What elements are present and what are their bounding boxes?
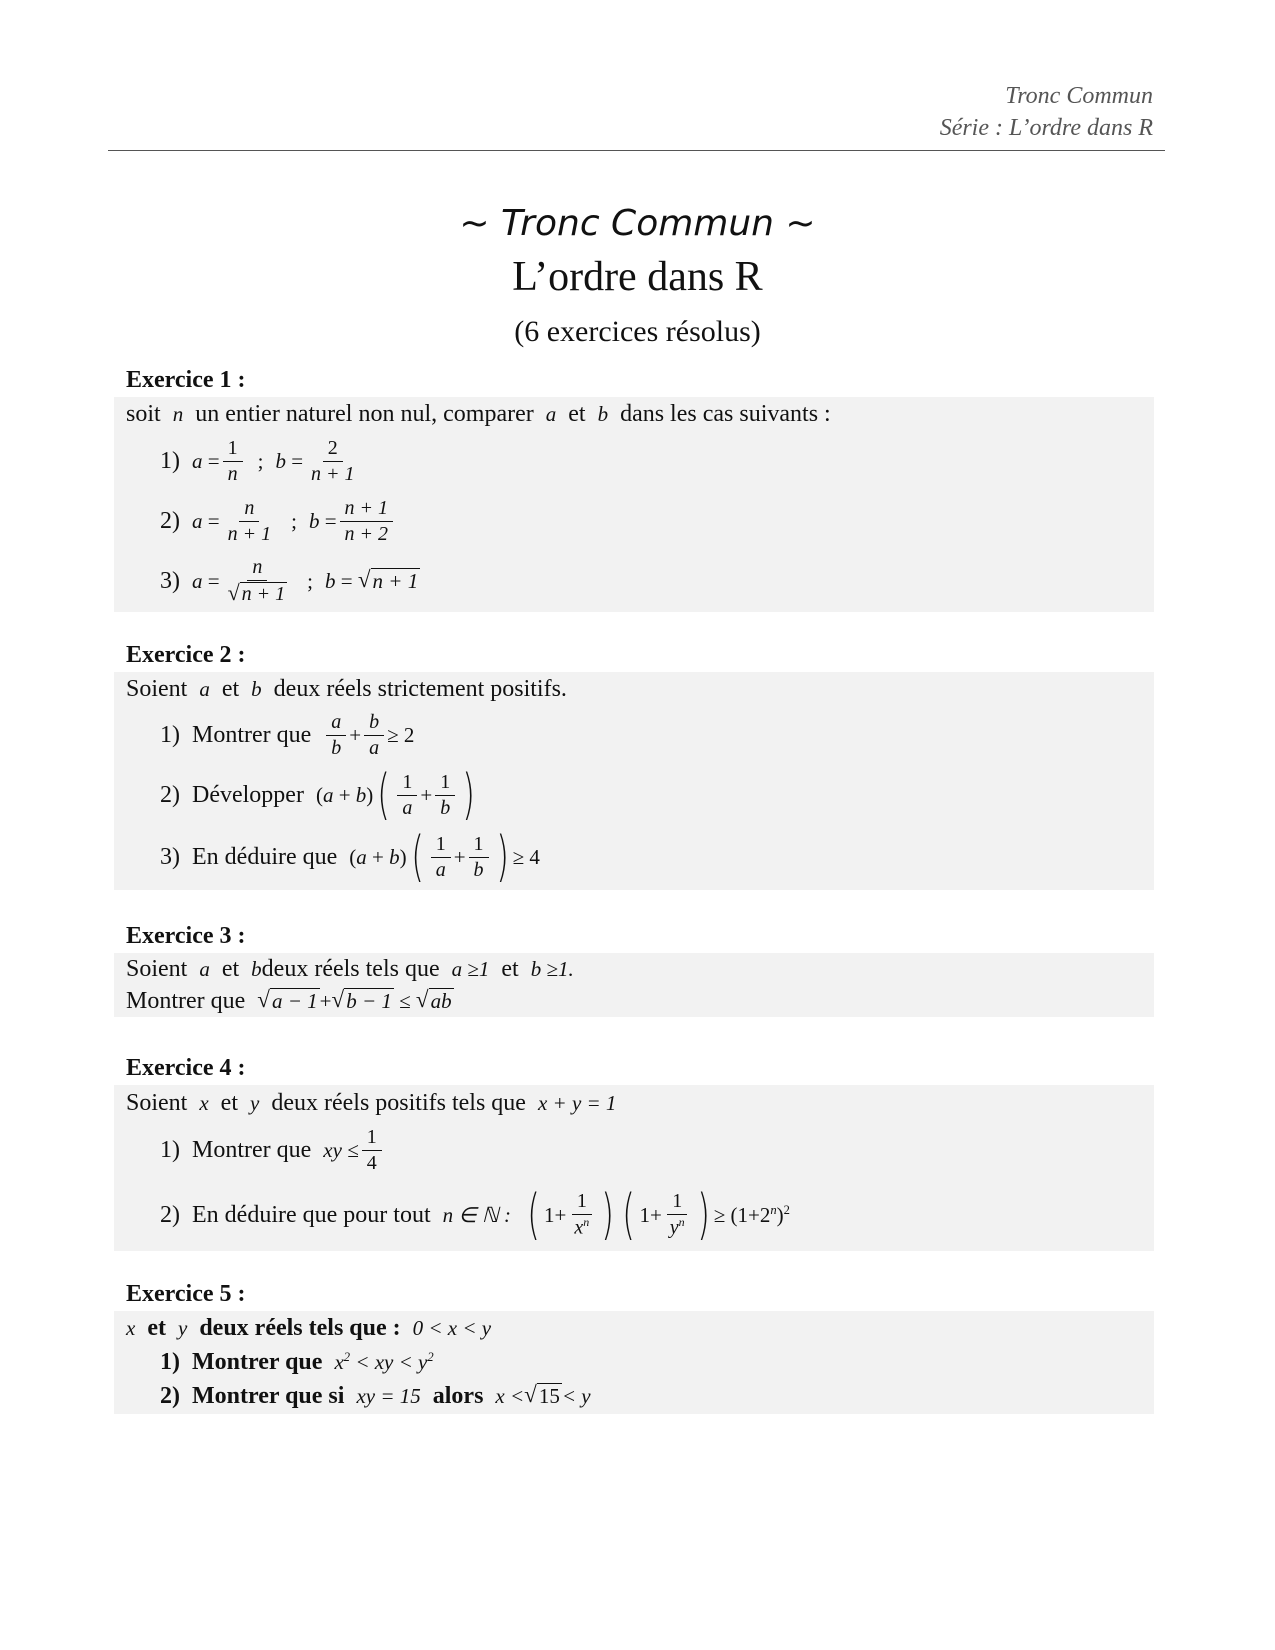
exercise-4-item-2: 2) En déduire que pour tout n ∈ ℕ : ( 1+ $\frac{1}{x^n}$ ) ( 1+ $\frac{1}{y^n}$ ) ≥ $(1+2^n)^2$ <box>160 1183 790 1246</box>
exercise-1 <box>114 363 1154 612</box>
exercise-5-intro: x et y deux réels tels que : 0 < x < y <box>126 1314 492 1341</box>
square-root: √ n + 1 <box>357 566 419 593</box>
exercise-3 <box>114 919 1154 1017</box>
fraction: $\frac{1}{n}$ <box>223 437 243 486</box>
exercise-3-line-2: Montrer que √ a − 1 + √ b − 1 ≤ √ ab <box>126 986 452 1014</box>
header-course: Tronc Commun <box>1005 83 1153 109</box>
header-series: Série : L’ordre dans R <box>939 115 1153 141</box>
exercise-1-box <box>114 397 1154 612</box>
fraction: $\frac{n + 1}{n + 2}$ <box>340 497 394 546</box>
exercise-1-title: Exercice 1 : <box>126 367 246 393</box>
exercise-2-item-2: 2) Développer ( a + b ) ( $\frac{1}{a}$ + $\frac{1}{b}$ ) <box>160 763 476 826</box>
page-header <box>940 80 1153 144</box>
exercise-1-intro: soit n un entier naturel non nul, comparer a et b dans les cas suivants : <box>126 400 831 427</box>
exercise-4-title: Exercice 4 : <box>126 1055 246 1081</box>
document-subtitle: (6 exercices résolus) <box>514 315 761 348</box>
exercise-2 <box>114 638 1154 890</box>
fraction: n √ n + 1 <box>227 556 286 605</box>
course-title: ~ Tronc Commun ~ <box>459 203 816 244</box>
exercise-5-title: Exercice 5 : <box>126 1281 246 1307</box>
exercise-5-item-1: 1) Montrer que $x^2$ < xy < $y^2$ <box>160 1348 434 1375</box>
exercise-3-box <box>114 953 1154 1017</box>
exercise-5 <box>114 1277 1154 1414</box>
exercise-1-item-2: 2) a = $\frac{n}{n + 1}$ ; b = $\frac{n + 1}{n + 2}$ <box>126 491 1142 551</box>
exercise-5-box <box>114 1311 1154 1414</box>
exercise-4-intro: Soient x et y deux réels positifs tels que x + y = 1 <box>126 1089 617 1116</box>
exercise-5-item-2: 2) Montrer que si xy = 15 alors x < √ 15 < y <box>160 1381 591 1409</box>
exercise-4 <box>114 1051 1154 1251</box>
exercise-2-item-1: 1) Montrer que $\frac{a}{b}$ + $\frac{b}{a}$ ≥ 2 <box>160 710 415 759</box>
fraction: $\frac{n}{n + 1}$ <box>227 496 272 545</box>
exercise-4-box <box>114 1085 1154 1251</box>
exercise-3-line-1: Soient a et b deux réels tels que a ≥1 et b ≥1. <box>126 955 574 982</box>
exercise-2-intro: Soient a et b deux réels strictement positifs. <box>126 675 567 702</box>
header-divider <box>108 150 1165 151</box>
exercise-3-title: Exercice 3 : <box>126 923 246 949</box>
exercise-4-item-1: 1) Montrer que xy ≤ $\frac{1}{4}$ <box>126 1121 1142 1179</box>
exercise-2-title: Exercice 2 : <box>126 642 246 668</box>
exercise-1-item-3: 3) a = n √ n + 1 ; b = √ n + 1 <box>160 556 419 605</box>
document-titles <box>0 200 1275 354</box>
exercise-2-box <box>114 672 1154 890</box>
document-title: L’ordre dans R <box>512 254 763 300</box>
fraction: $\frac{2}{n + 1}$ <box>311 436 355 485</box>
exercise-2-item-3: 3) En déduire que ( a + b ) ( $\frac{1}{a}$ + $\frac{1}{b}$ ) ≥ 4 <box>160 825 540 888</box>
exercise-1-item-1: 1) a = $\frac{1}{n}$ ; b = $\frac{2}{n + 1}$ <box>126 431 1142 491</box>
